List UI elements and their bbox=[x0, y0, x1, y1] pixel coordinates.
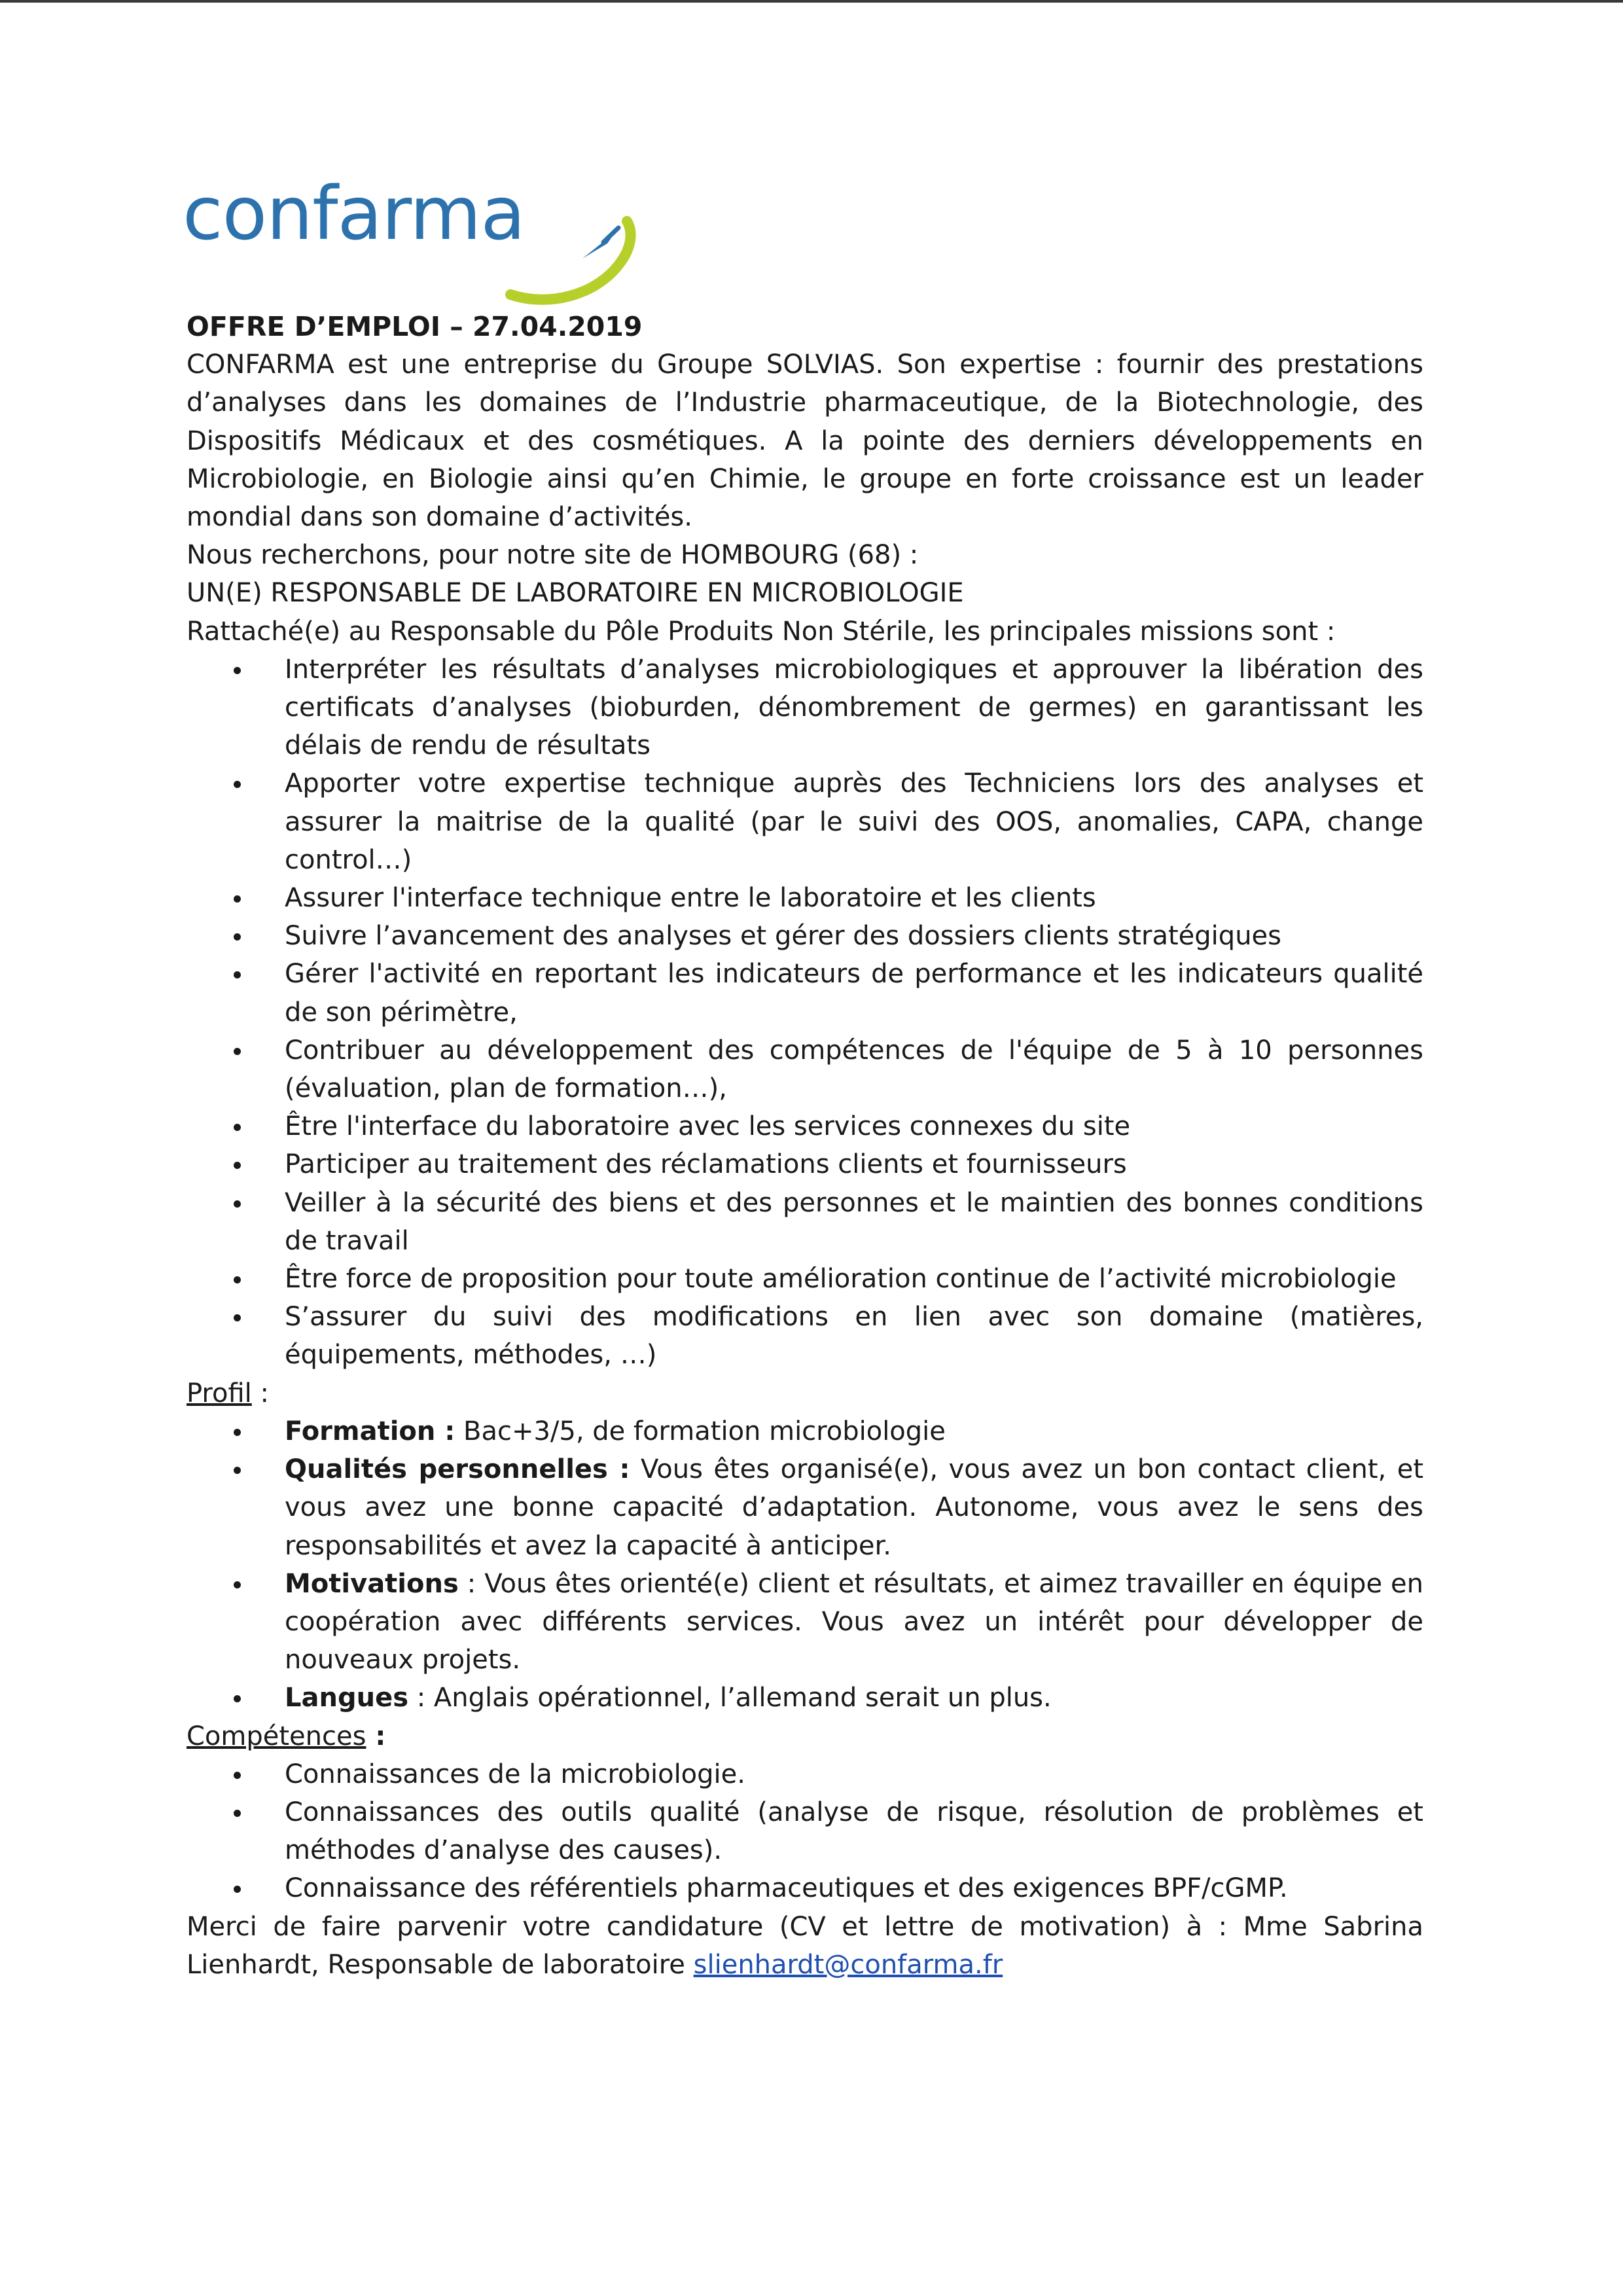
bullet-icon bbox=[234, 1200, 241, 1208]
bullet-icon bbox=[234, 1162, 241, 1169]
list-item: Être l'interface du laboratoire avec les services connexes du site bbox=[285, 1107, 1423, 1145]
logo-wordmark: confarma bbox=[183, 171, 525, 257]
list-item: Connaissance des référentiels pharmaceutiques et des exigences BPF/cGMP. bbox=[285, 1869, 1423, 1907]
bullet-icon bbox=[234, 1429, 241, 1436]
profil-list bbox=[187, 1412, 1423, 1717]
list-item: Participer au traitement des réclamations clients et fournisseurs bbox=[285, 1145, 1423, 1183]
bullet-icon bbox=[234, 895, 241, 903]
list-item: Veiller à la sécurité des biens et des personnes et le maintien des bonnes conditions de travail bbox=[285, 1184, 1423, 1260]
bullet-icon bbox=[234, 1314, 241, 1321]
missions-list bbox=[187, 651, 1423, 1374]
list-item: Formation : Bac+3/5, de formation microbiologie bbox=[285, 1412, 1423, 1450]
list-item: Interpréter les résultats d’analyses microbiologiques et approuver la libération des certificats d’analyses (bioburden, dénombrement de germes) en garantissant les délais de rendu de résultats bbox=[285, 651, 1423, 765]
email-link[interactable]: slienhardt@confarma.fr bbox=[693, 1949, 1003, 1980]
scan-top-edge bbox=[0, 0, 1623, 3]
list-item: Motivations : Vous êtes orienté(e) client et résultats, et aimez travailler en équipe en coopération avec différents services. Vous avez un intérêt pour développer de nouveaux projets. bbox=[285, 1565, 1423, 1679]
bullet-icon bbox=[234, 971, 241, 978]
bullet-icon bbox=[234, 781, 241, 788]
job-offer-page bbox=[183, 171, 1423, 1984]
list-item: Connaissances des outils qualité (analyse de risque, résolution de problèmes et méthodes d’analyse des causes). bbox=[285, 1793, 1423, 1869]
document-body bbox=[187, 308, 1423, 1984]
offer-heading: OFFRE D’EMPLOI – 27.04.2019 bbox=[187, 311, 643, 342]
position-title: UN(E) RESPONSABLE DE LABORATOIRE EN MICROBIOLOGIE bbox=[187, 578, 964, 609]
search-line: Nous recherchons, pour notre site de HOMBOURG (68) : bbox=[187, 540, 919, 571]
list-item: Connaissances de la microbiologie. bbox=[285, 1755, 1423, 1793]
bullet-icon bbox=[234, 1772, 241, 1779]
bullet-icon bbox=[234, 1695, 241, 1702]
list-item: Assurer l'interface technique entre le laboratoire et les clients bbox=[285, 879, 1423, 917]
missions-intro: Rattaché(e) au Responsable du Pôle Produits Non Stérile, les principales missions sont : bbox=[187, 616, 1336, 647]
competences-heading: Compétences : bbox=[187, 1721, 386, 1751]
bullet-icon bbox=[234, 1124, 241, 1131]
bullet-icon bbox=[234, 933, 241, 941]
bullet-icon bbox=[234, 1467, 241, 1474]
bullet-icon bbox=[234, 1886, 241, 1893]
list-item: Qualités personnelles : Vous êtes organisé(e), vous avez un bon contact client, et vous avez une bonne capacité d’adaptation. Autonome, vous avez le sens des responsabilités et avez la capacité à anticiper. bbox=[285, 1450, 1423, 1565]
list-item: Gérer l'activité en reportant les indicateurs de performance et les indicateurs qualité de son périmètre, bbox=[285, 955, 1423, 1031]
list-item: Être force de proposition pour toute amélioration continue de l’activité microbiologie bbox=[285, 1260, 1423, 1298]
list-item: Contribuer au développement des compétences de l'équipe de 5 à 10 personnes (évaluation, plan de formation…), bbox=[285, 1031, 1423, 1107]
bullet-icon bbox=[234, 1581, 241, 1588]
closing-paragraph: Merci de faire parvenir votre candidature (CV et lettre de motivation) à : Mme Sabrina Lienhardt, Responsable de laboratoire slienhardt@confarma.fr bbox=[187, 1911, 1423, 1980]
list-item: S’assurer du suivi des modifications en lien avec son domaine (matières, équipements, méthodes, …) bbox=[285, 1298, 1423, 1374]
bullet-icon bbox=[234, 667, 241, 674]
competences-list bbox=[187, 1755, 1423, 1908]
bullet-icon bbox=[234, 1276, 241, 1283]
bullet-icon bbox=[234, 1810, 241, 1817]
confarma-logo bbox=[183, 171, 645, 308]
list-item: Apporter votre expertise technique auprès des Techniciens lors des analyses et assurer la maitrise de la qualité (par le suivi des OOS, anomalies, CAPA, change control…) bbox=[285, 764, 1423, 879]
list-item: Langues : Anglais opérationnel, l’allemand serait un plus. bbox=[285, 1679, 1423, 1717]
profil-heading: Profil : bbox=[187, 1378, 269, 1408]
list-item: Suivre l’avancement des analyses et gérer des dossiers clients stratégiques bbox=[285, 917, 1423, 955]
company-intro: CONFARMA est une entreprise du Groupe SOLVIAS. Son expertise : fournir des prestations d’analyses dans les domaines de l’Industrie pharmaceutique, de la Biotechnologie, des Dispositifs Médicaux et des cosmétiques. A la pointe des derniers développements en Microbiologie, en Biologie ainsi qu’en Chimie, le groupe en forte croissance est un leader mondial dans son domaine d’activités. bbox=[187, 350, 1423, 533]
bullet-icon bbox=[234, 1048, 241, 1055]
swoosh-icon bbox=[484, 196, 641, 314]
